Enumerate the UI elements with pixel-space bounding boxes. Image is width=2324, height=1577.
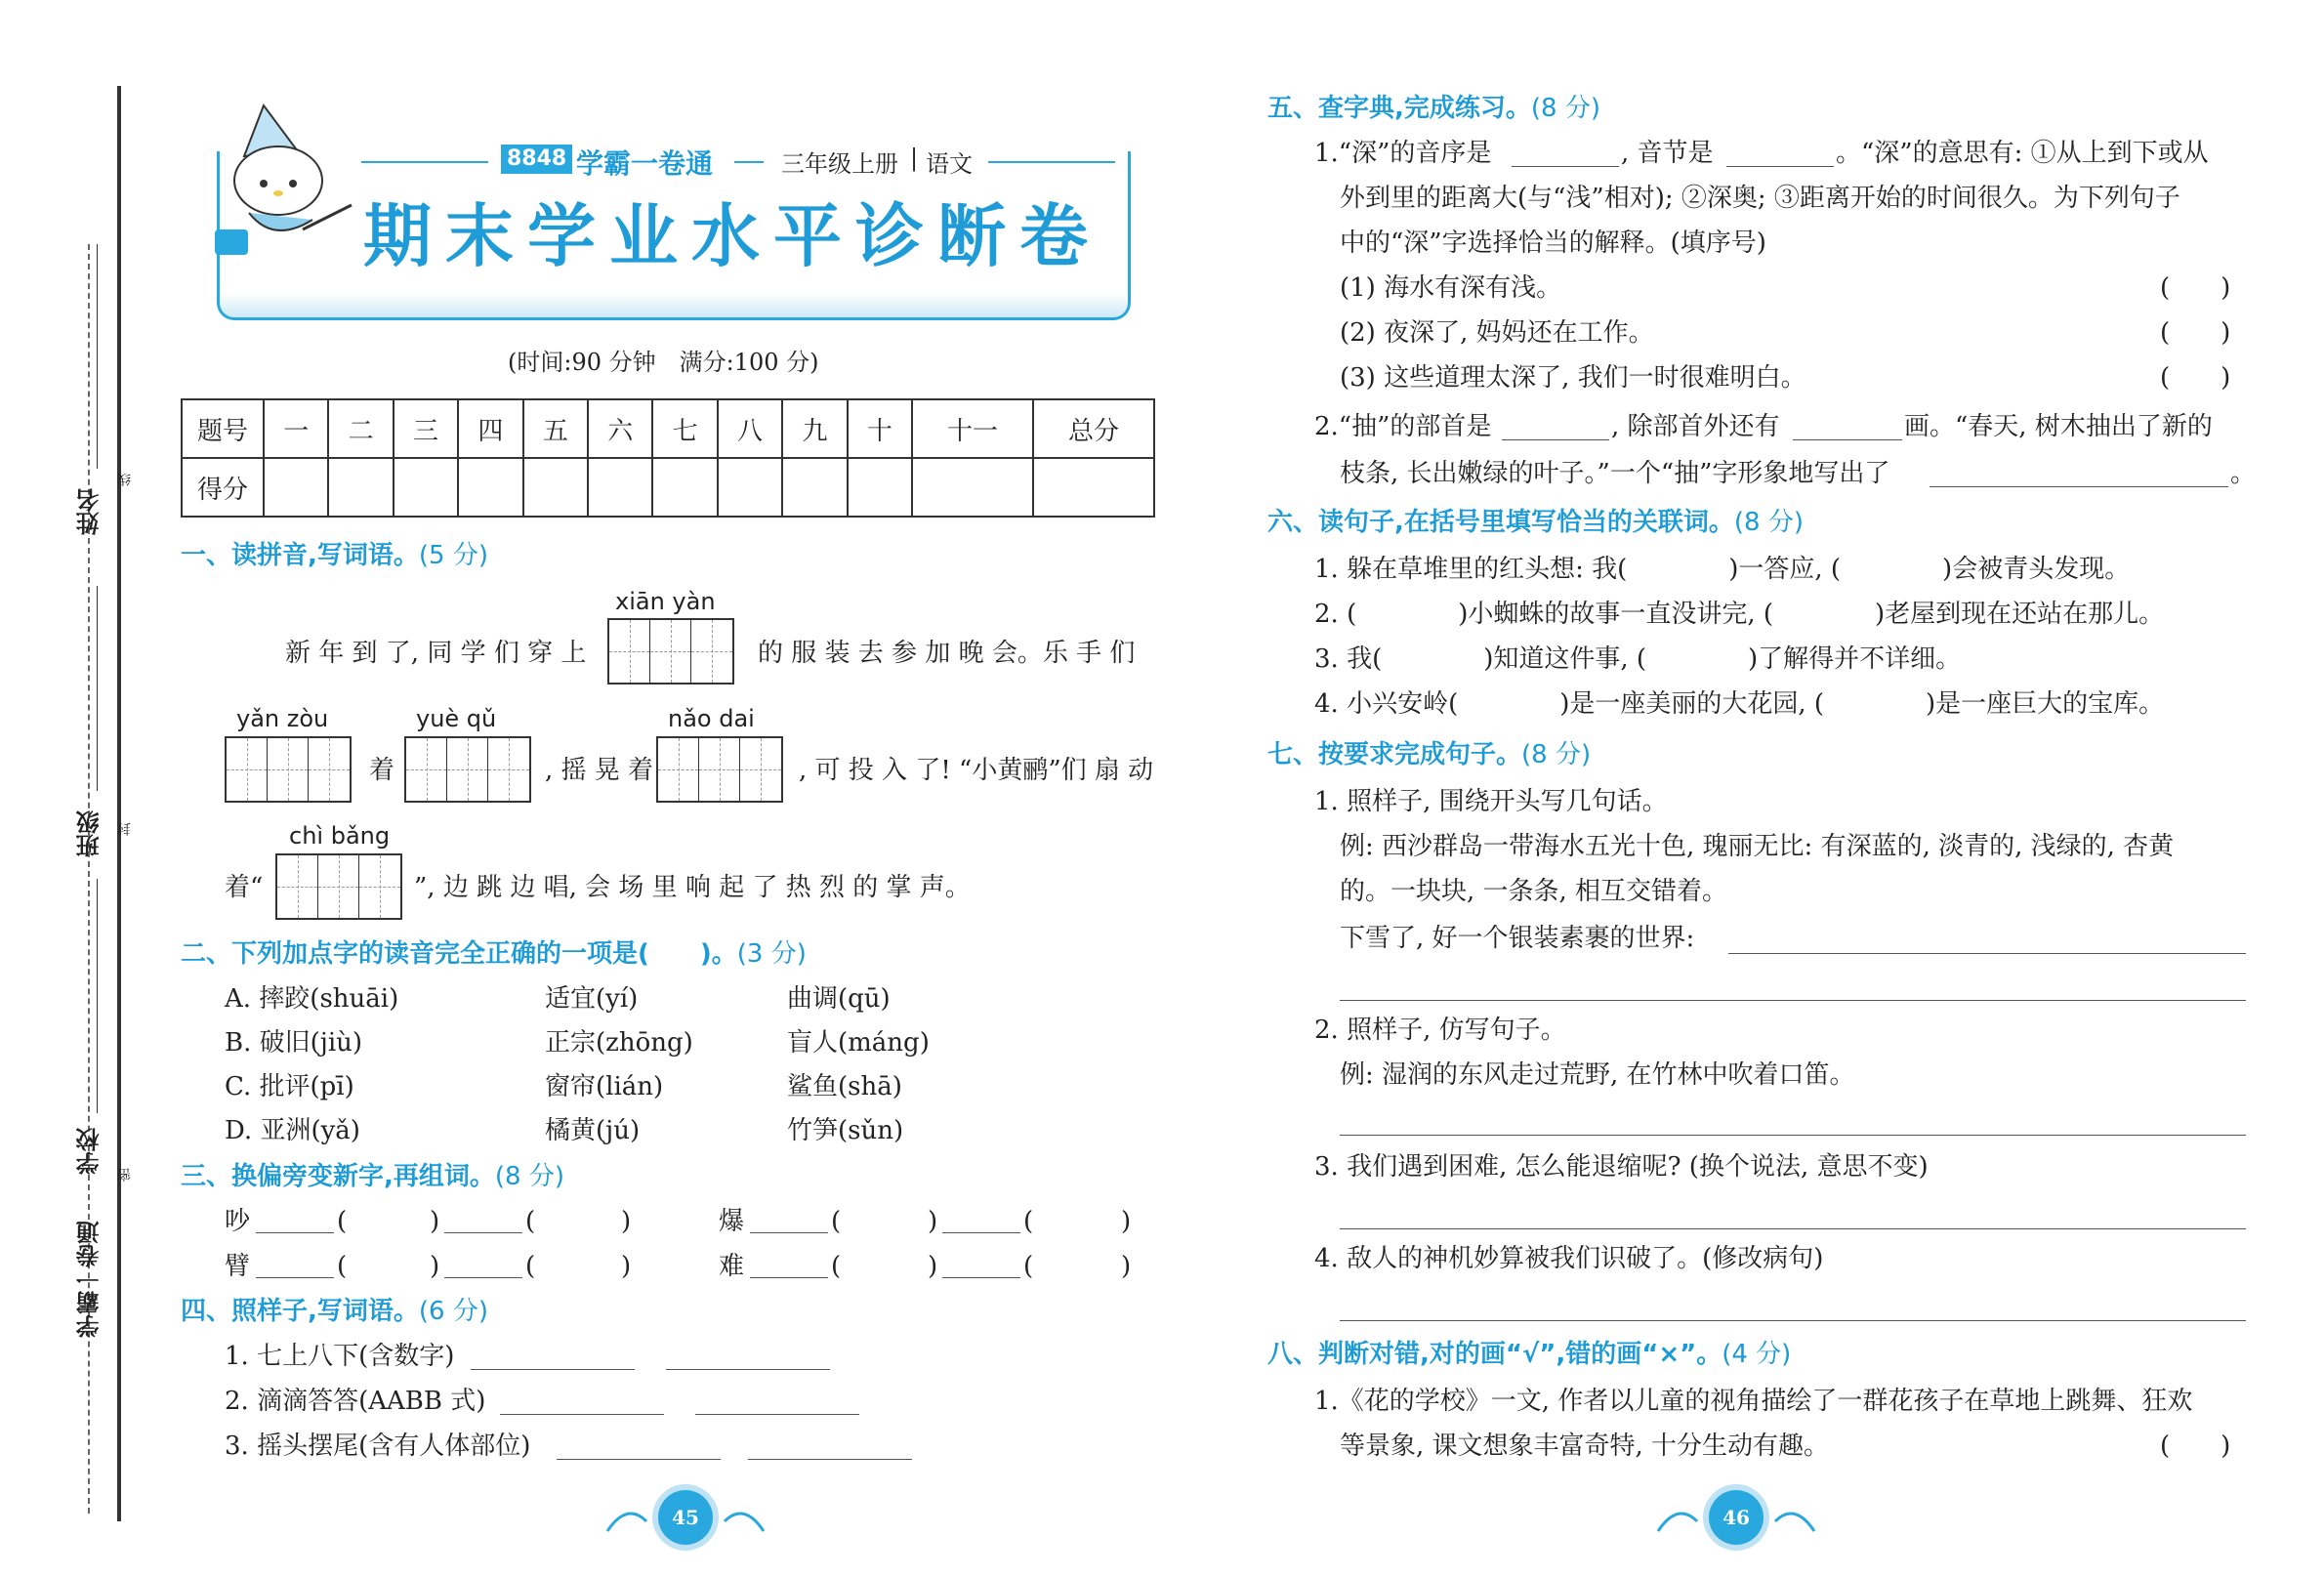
header-cell: 二 [328, 399, 393, 458]
char-grid[interactable] [225, 736, 352, 803]
answer-line[interactable] [1340, 1135, 2246, 1136]
q5-text: 中的“深”字选择恰当的解释。(填序号) [1340, 228, 1766, 258]
score-cell[interactable] [782, 458, 847, 517]
option-word: 曲调(qū) [787, 984, 891, 1014]
answer-line[interactable] [1728, 953, 2246, 954]
answer-line[interactable] [750, 1232, 828, 1233]
header-cell: 十一 [912, 399, 1033, 458]
answer-line[interactable] [1340, 1320, 2246, 1321]
q4-item: 2. 滴滴答答(AABB 式) [225, 1387, 486, 1416]
answer-paren[interactable]: ( ) [2160, 273, 2231, 303]
answer-line[interactable] [695, 1414, 859, 1415]
q5-text: , 除部首外还有 [1611, 412, 1780, 441]
q1-text: 着 [369, 756, 395, 785]
score-cell[interactable] [458, 458, 522, 517]
name-line[interactable] [97, 244, 98, 469]
school-line[interactable] [97, 879, 98, 1113]
header-cell: 一 [264, 399, 328, 458]
q3-title: 三、换偏旁变新字,再组词。(8 分) [181, 1162, 564, 1191]
score-cell[interactable] [1033, 458, 1154, 517]
answer-line[interactable] [1726, 166, 1834, 167]
option-word: 适宜(yí) [545, 984, 639, 1014]
header-cell: 六 [588, 399, 652, 458]
q4-item: 1. 七上八下(含数字) [225, 1342, 455, 1371]
answer-line[interactable] [1930, 486, 2228, 487]
answer-line[interactable] [256, 1232, 334, 1233]
answer-line[interactable] [942, 1277, 1020, 1278]
q1-text: , 可 投 入 了! “小黄鹂”们 扇 动 [799, 756, 1154, 785]
cut-mark-mi: 密 [117, 1168, 133, 1182]
base-char: 臂 [225, 1252, 251, 1281]
name-label: 姓名 [76, 488, 104, 535]
score-cell[interactable] [912, 458, 1033, 517]
answer-paren[interactable]: ( ) [2160, 1432, 2231, 1461]
grade-label: 三年级上册 [781, 150, 898, 178]
q7-item: 4. 敌人的神机妙算被我们识破了。(修改病句) [1314, 1244, 1824, 1273]
header-cell: 三 [394, 399, 458, 458]
q5-text: 枝条, 长出嫩绿的叶子。”一个“抽”字形象地写出了 [1340, 459, 1890, 488]
q8-text: 等景象, 课文想象丰富奇特, 十分生动有趣。 [1340, 1432, 1830, 1461]
answer-line[interactable] [666, 1369, 830, 1370]
option-c[interactable]: C. 批评(pī) [225, 1072, 354, 1101]
header-cell: 十 [848, 399, 912, 458]
q5-sentence: (2) 夜深了, 妈妈还在工作。 [1340, 318, 1654, 348]
q7-example: 例: 西沙群岛一带海水五光十色, 瑰丽无比: 有深蓝的, 淡青的, 浅绿的, 杏黄 [1340, 832, 2175, 861]
header-cell: 四 [458, 399, 522, 458]
brand-name: 学霸一卷通 [576, 147, 714, 180]
q6-item: 2. ( )小蜘蛛的故事一直没讲完, ( )老屋到现在还站在那儿。 [1314, 600, 2165, 629]
q5-text: 画。“春天, 树木抽出了新的 [1904, 412, 2213, 441]
q5-text: 2.“抽”的部首是 [1314, 412, 1492, 441]
mascot-cat-icon [205, 98, 361, 264]
q1-text: 着“ [225, 873, 264, 902]
option-word: 竹笋(sǔn) [787, 1116, 904, 1145]
answer-line[interactable] [1502, 439, 1609, 440]
sidebar-brand: 学霸一卷通 [76, 1221, 104, 1338]
answer-line[interactable] [256, 1277, 334, 1278]
char-grid[interactable] [656, 736, 783, 803]
char-grid[interactable] [275, 853, 402, 920]
q7-item: 2. 照样子, 仿写句子。 [1314, 1016, 1566, 1045]
score-cell[interactable] [652, 458, 717, 517]
q5-sentence: (1) 海水有深有浅。 [1340, 273, 1562, 303]
option-word: 盲人(máng) [787, 1028, 930, 1058]
option-b[interactable]: B. 破旧(jiù) [225, 1028, 363, 1058]
score-label: 得分 [182, 458, 264, 517]
q7-title: 七、按要求完成句子。(8 分) [1267, 740, 1592, 769]
header-cell: 七 [652, 399, 717, 458]
score-cell[interactable] [718, 458, 782, 517]
q7-item: 1. 照样子, 围绕开头写几句话。 [1314, 787, 1668, 816]
answer-line[interactable] [444, 1232, 522, 1233]
header-cell: 八 [718, 399, 782, 458]
cut-mark-xian: 线 [117, 473, 133, 486]
q4-item: 3. 摇头摆尾(含有人体部位) [225, 1432, 531, 1461]
pinyin-xianyan: xiān yàn [615, 588, 716, 615]
pinyin-yanzou: yǎn zòu [236, 705, 329, 732]
option-word: 鲨鱼(shā) [787, 1072, 902, 1101]
char-grid[interactable] [404, 736, 531, 803]
q5-title: 五、查字典,完成练习。(8 分) [1267, 94, 1600, 123]
q7-example: 例: 湿润的东风走过荒野, 在竹林中吹着口笛。 [1340, 1060, 1855, 1090]
q2-title: 二、下列加点字的读音完全正确的一项是( )。(3 分) [181, 939, 807, 969]
cut-mark-feng: 封 [117, 822, 133, 836]
q6-title: 六、读句子,在括号里填写恰当的关联词。(8 分) [1267, 508, 1804, 537]
score-cell[interactable] [328, 458, 393, 517]
option-word: 橘黄(jú) [545, 1116, 641, 1145]
option-d[interactable]: D. 亚洲(yǎ) [225, 1116, 360, 1145]
q4-title: 四、照样子,写词语。(6 分) [181, 1297, 488, 1326]
tag-number: 54 [214, 133, 239, 153]
q8-text: 1.《花的学校》一文, 作者以儿童的视角描绘了一群花孩子在草地上跳舞、狂欢 [1314, 1387, 2193, 1416]
header-cell: 题号 [182, 399, 264, 458]
answer-line[interactable] [1512, 166, 1619, 167]
answer-line[interactable] [444, 1277, 522, 1278]
answer-line[interactable] [471, 1369, 635, 1370]
q1-title: 一、读拼音,写词语。(5 分) [181, 541, 488, 570]
page-number-45: 45 [658, 1490, 713, 1545]
class-label: 班级 [76, 810, 104, 857]
subject-label: 语文 [926, 150, 973, 178]
q1-text: 的 服 装 去 参 加 晚 会。乐 手 们 [758, 639, 1136, 668]
score-cell[interactable] [523, 458, 588, 517]
base-char: 吵 [225, 1207, 251, 1236]
q6-item: 3. 我( )知道这件事, ( )了解得并不详细。 [1314, 644, 1962, 674]
q1-text: ”, 边 跳 边 唱, 会 场 里 响 起 了 热 烈 的 掌 声。 [414, 873, 971, 902]
answer-line[interactable] [557, 1459, 721, 1460]
answer-paren[interactable]: ( ) [2160, 318, 2231, 348]
page-number-46: 46 [1709, 1490, 1764, 1545]
score-cell[interactable] [264, 458, 328, 517]
q6-item: 4. 小兴安岭( )是一座美丽的大花园, ( )是一座巨大的宝库。 [1314, 689, 2165, 719]
q5-text: 。 [2230, 459, 2257, 488]
score-cell[interactable] [394, 458, 458, 517]
q8-title: 八、判断对错,对的画“√”,错的画“×”。(4 分) [1267, 1340, 1792, 1369]
q7-example: 的。一块块, 一条条, 相互交错着。 [1340, 877, 1728, 906]
q5-text: 。“深”的意思有: ①从上到下或从 [1836, 139, 2209, 168]
pinyin-naodai: nǎo dai [668, 705, 755, 732]
q7-item: 3. 我们遇到困难, 怎么能退缩呢? (换个说法, 意思不变) [1314, 1152, 1929, 1182]
q7-prompt: 下雪了, 好一个银装素裹的世界: [1340, 924, 1695, 953]
q1-text: , 摇 晃 着 [545, 756, 654, 785]
q6-item: 1. 躲在草堆里的红头想: 我( )一答应, ( )会被青头发现。 [1314, 555, 2131, 584]
q1-text: 新 年 到 了, 同 学 们 穿 上 [285, 639, 587, 668]
score-cell[interactable] [588, 458, 652, 517]
answer-line[interactable] [500, 1414, 664, 1415]
answer-line[interactable] [942, 1232, 1020, 1233]
header-cell: 五 [523, 399, 588, 458]
school-label: 学校 [76, 1128, 104, 1175]
q5-text: 外到里的距离大(与“浅”相对); ②深奥; ③距离开始的时间很久。为下列句子 [1340, 184, 2180, 213]
q5-sentence: (3) 这些道理太深了, 我们一时很难明白。 [1340, 363, 1806, 393]
char-grid[interactable] [607, 618, 734, 685]
answer-paren[interactable]: ( ) [2160, 363, 2231, 393]
score-table [181, 398, 1155, 518]
header-cell: 九 [782, 399, 847, 458]
time-info: (时间:90 分钟 满分:100 分) [508, 349, 819, 376]
option-word: 正宗(zhōng) [545, 1028, 693, 1058]
answer-line[interactable] [1340, 1000, 2246, 1001]
score-cell[interactable] [848, 458, 912, 517]
pinyin-chibang: chì bǎng [289, 822, 391, 850]
answer-line[interactable] [748, 1459, 912, 1460]
score-header-row [182, 399, 1154, 458]
q5-text: 1.“深”的音序是 [1314, 139, 1492, 168]
header-cell: 总分 [1033, 399, 1154, 458]
answer-line[interactable] [1793, 439, 1902, 440]
option-a[interactable]: A. 摔跤(shuāi) [225, 984, 399, 1014]
brand-code: 8848 [501, 145, 572, 174]
base-char: 难 [719, 1252, 745, 1281]
answer-line[interactable] [1340, 1228, 2246, 1229]
q5-text: , 音节是 [1621, 139, 1714, 168]
class-line[interactable] [97, 586, 98, 791]
base-char: 爆 [719, 1207, 745, 1236]
option-word: 窗帘(lián) [545, 1072, 664, 1101]
answer-line[interactable] [750, 1277, 828, 1278]
page-title: 期末学业水平诊断卷 [363, 196, 1101, 276]
score-row [182, 458, 1154, 517]
pinyin-yuequ: yuè qǔ [416, 705, 497, 732]
